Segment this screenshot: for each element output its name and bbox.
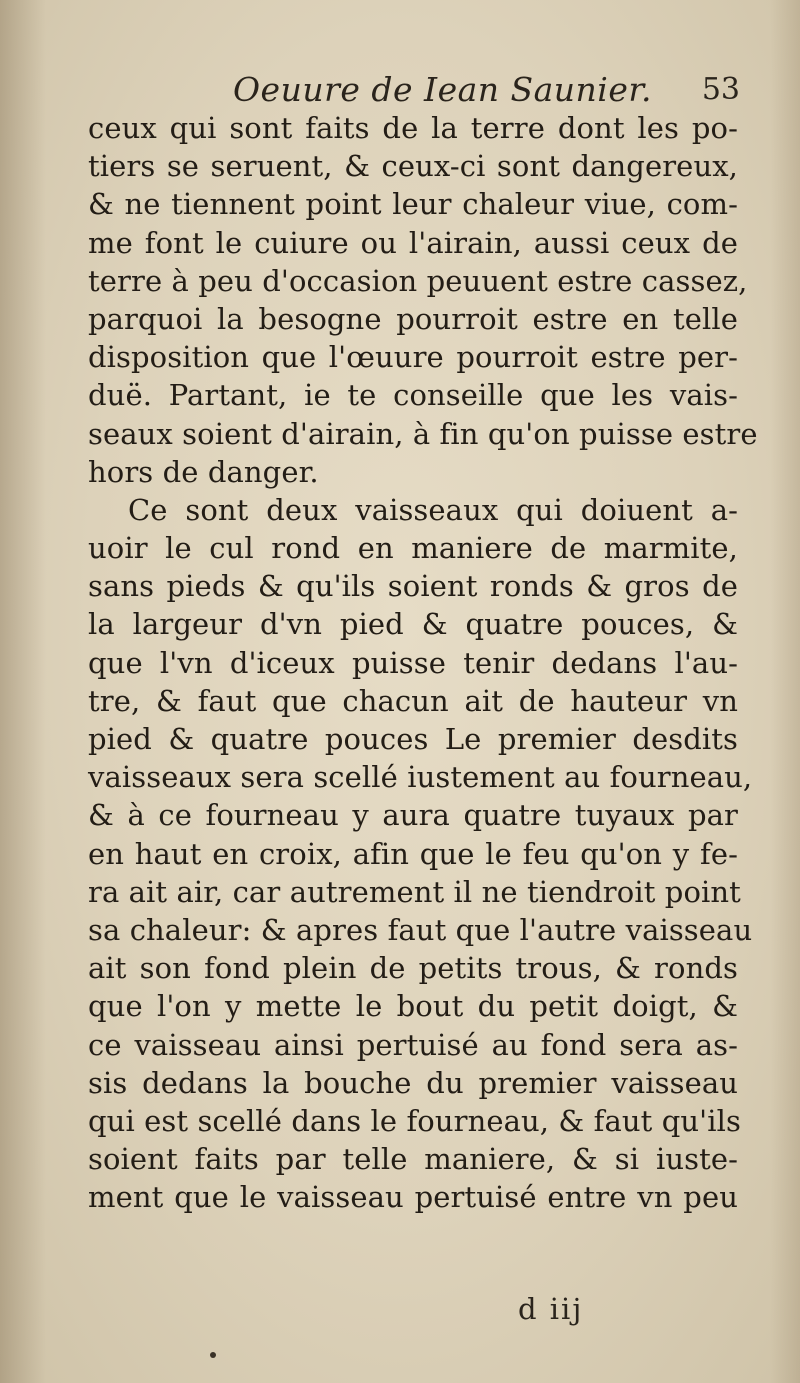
text-line: parquoi la besogne pourroit estre en telle	[88, 301, 738, 336]
text-line: ra ait air, car autrement il ne tiendroit point	[88, 874, 741, 909]
text-line: hors de danger.	[88, 454, 319, 489]
text-line: & ne tiennent point leur chaleur viue, com-	[88, 187, 738, 222]
text-line: ait son fond plein de petits trous, & ronds	[88, 951, 738, 986]
text-line: qui est scellé dans le fourneau, & faut qu'ils	[88, 1103, 741, 1138]
text-line: terre à peu d'occasion peuuent estre cassez,	[88, 263, 748, 298]
text-line: tiers se seruent, & ceux-ci sont dangereux,	[88, 149, 738, 184]
page-edge-shadow	[770, 0, 800, 1383]
text-line: sans pieds & qu'ils soient ronds & gros de	[88, 569, 738, 604]
running-head	[90, 64, 740, 114]
text-line: que l'on y mette le bout du petit doigt, &	[88, 989, 738, 1024]
text-line: sa chaleur: & apres faut que l'autre vaisseau	[88, 912, 753, 947]
text-line: vaisseaux sera scellé iustement au fourneau,	[88, 760, 753, 795]
signature-mark: d iij	[518, 1292, 584, 1326]
running-title: Oeuure de Iean Saunier.	[233, 70, 653, 109]
text-line: me font le cuiure ou l'airain, aussi ceux de	[88, 225, 738, 260]
text-line: seaux soient d'airain, à fin qu'on puisse estre	[88, 416, 758, 451]
text-line: soient faits par telle maniere, & si iuste-	[88, 1142, 738, 1177]
page-number: 53	[701, 72, 740, 107]
text-line: sis dedans la bouche du premier vaisseau	[88, 1065, 738, 1100]
text-line: ceux qui sont faits de la terre dont les po-	[88, 111, 738, 145]
text-line: tre, & faut que chacun ait de hauteur vn	[88, 683, 738, 718]
text-line: & à ce fourneau y aura quatre tuyaux par	[88, 798, 738, 833]
text-line: ment que le vaisseau pertuisé entre vn peu	[88, 1180, 738, 1215]
text-line: que l'vn d'iceux puisse tenir dedans l'au-	[88, 645, 738, 680]
text-line: en haut en croix, afin que le feu qu'on y fe-	[88, 836, 738, 871]
gutter-shadow	[0, 0, 46, 1383]
text-line: ce vaisseau ainsi pertuisé au fond sera as-	[88, 1027, 738, 1062]
text-line: pied & quatre pouces Le premier desdits	[88, 722, 738, 756]
text-line: uoir le cul rond en maniere de marmite,	[88, 531, 738, 566]
text-line: la largeur d'vn pied & quatre pouces, &	[88, 607, 738, 642]
text-line: disposition que l'œuure pourroit estre per-	[88, 340, 738, 375]
text-line: duë. Partant, ie te conseille que les vais-	[88, 378, 738, 413]
ink-speck	[210, 1352, 216, 1358]
body-text	[88, 109, 758, 1216]
text-line-paragraph-start: Ce sont deux vaisseaux qui doiuent a-	[128, 492, 738, 527]
